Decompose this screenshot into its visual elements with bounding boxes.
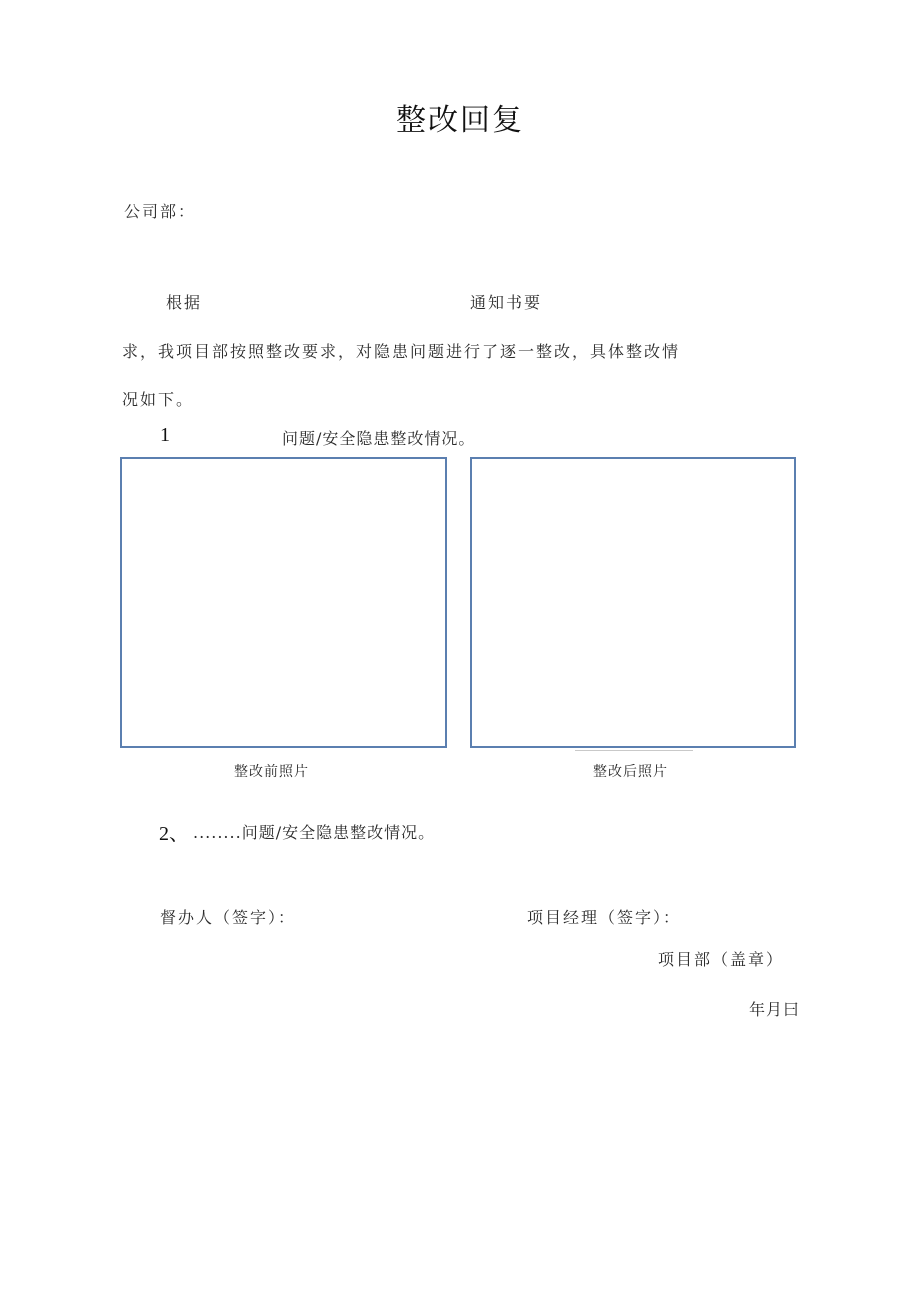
manager-signature: 项目经理（签字）： <box>527 908 682 927</box>
supervisor-signature: 督办人（签字）： <box>160 908 297 927</box>
caption-before: 整改前照片 <box>234 764 309 780</box>
date-line: 年月曰 <box>749 1000 801 1019</box>
paragraph-line-2: 求，我项目部按照整改要求，对隐患问题进行了逐一整改，具体整改情 <box>122 342 681 361</box>
caption-after: 整改后照片 <box>593 764 668 780</box>
section-2-number: 2、 <box>159 823 189 845</box>
before-photo-placeholder <box>120 457 447 748</box>
section-1-number: 1 <box>160 424 170 446</box>
paragraph-prefix: 根据 <box>166 293 203 312</box>
after-photo-placeholder <box>470 457 796 748</box>
divider-line <box>575 750 693 751</box>
paragraph-line-3: 况如下。 <box>122 390 195 409</box>
section-2-heading: ........问题/安全隐患整改情况。 <box>193 823 436 842</box>
department-stamp: 项目部（盖章） <box>658 950 785 969</box>
paragraph-mid: 通知书要 <box>470 293 543 312</box>
document-title: 整改回复 <box>396 103 524 138</box>
addressee: 公司部： <box>124 202 197 221</box>
section-1-heading: 问题/安全隐患整改情况。 <box>282 429 476 448</box>
